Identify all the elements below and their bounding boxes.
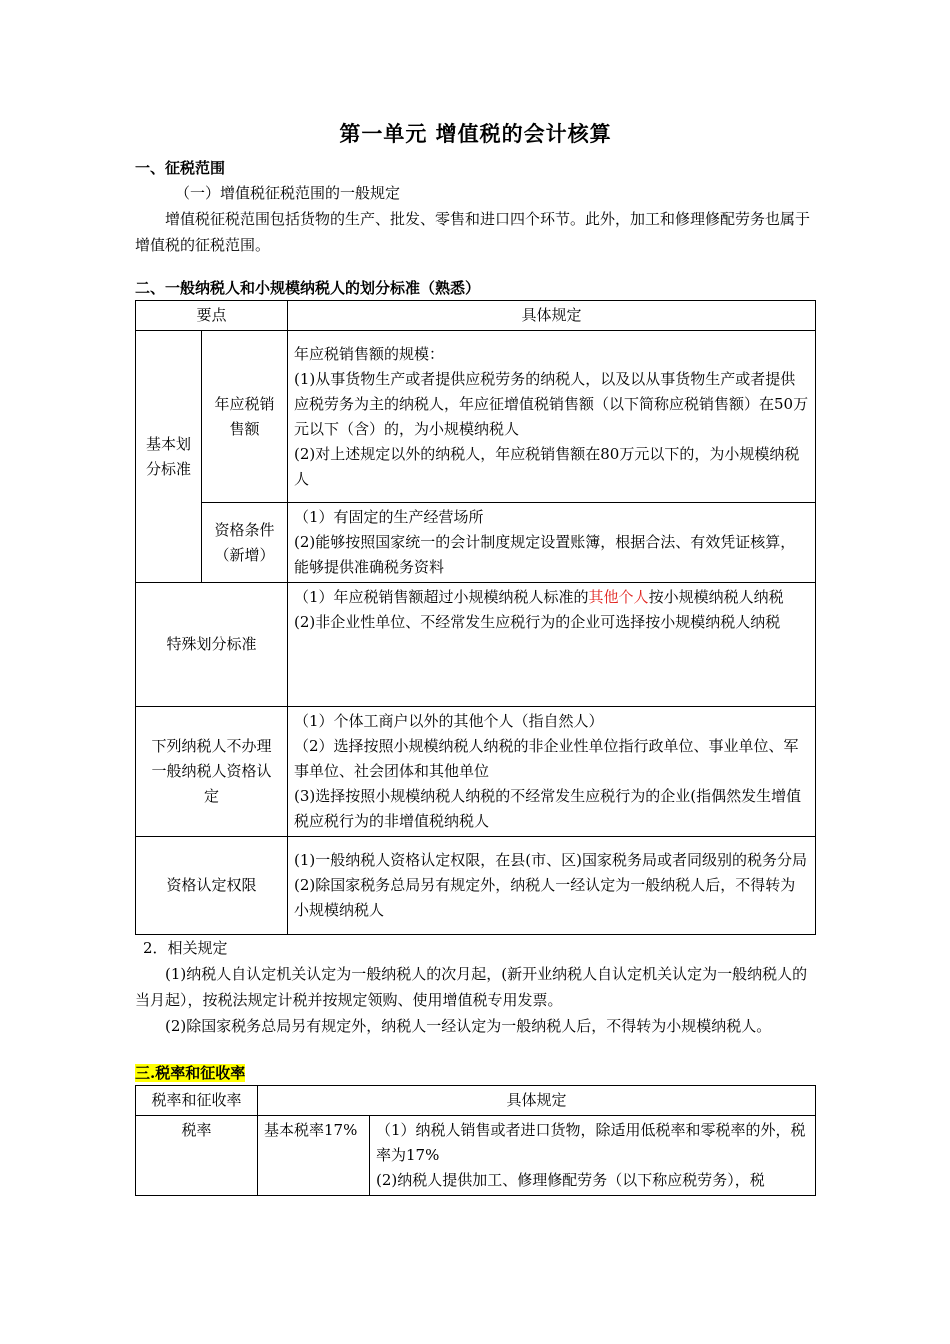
- basic-rate-label: 基本税率17%: [258, 1116, 370, 1196]
- table-row: [136, 503, 816, 583]
- cell-line: (1)从事货物生产或者提供应税劳务的纳税人，以及以从事货物生产或者提供应税劳务为主的纳税人，年应征增值税销售额（以下简称应税销售额）在50万元以下（含）的，为小规模纳税人: [294, 369, 809, 438]
- document-page: [135, 118, 816, 1196]
- authority-label: 资格认定权限: [136, 837, 288, 935]
- header-details: 具体规定: [288, 301, 816, 331]
- basic-criteria-label: 基本划分标准: [136, 331, 202, 583]
- no-certification-label: 下列纳税人不办理一般纳税人资格认定: [136, 707, 288, 837]
- line-text: 按小规模纳税人纳税: [648, 588, 784, 606]
- basic-rate-cell: [370, 1116, 816, 1196]
- cell-line: 年应税销售额的规模：: [294, 344, 445, 363]
- table-header-row: [136, 1086, 816, 1116]
- header-rate: 税率和征收率: [136, 1086, 258, 1116]
- related-paragraph-1: (1)纳税人自认定机关认定为一般纳税人的次月起，(新开业纳税人自认定机关认定为一般纳税人的当月起），按税法规定计税并按规定领购、使用增值税专用发票。: [135, 965, 808, 1009]
- section3-heading: [135, 1061, 816, 1085]
- header-details: 具体规定: [258, 1086, 816, 1116]
- related-heading: 2．相关规定: [143, 939, 228, 957]
- cell-line: （1）有固定的生产经营场所: [294, 508, 484, 526]
- no-certification-cell: [288, 707, 816, 837]
- section1-subheading: （一）增值税征税范围的一般规定: [175, 184, 401, 202]
- annual-sales-cell: [288, 331, 816, 503]
- cell-line: （1）个体工商户以外的其他个人（指自然人）: [294, 712, 604, 730]
- qualification-cell: [288, 503, 816, 583]
- cell-line: (2)能够按照国家统一的会计制度规定设置账簿，根据合法、有效凭证核算，能够提供准确税务资料: [294, 533, 796, 576]
- section1-paragraph: 增值税征税范围包括货物的生产、批发、零售和进口四个环节。此外，加工和修理修配劳务也属于增值税的征税范围。: [135, 210, 811, 254]
- special-criteria-cell: [288, 583, 816, 707]
- cell-line: (2)非企业性单位、不经常发生应税行为的企业可选择按小规模纳税人纳税: [294, 613, 781, 631]
- table-header-row: [136, 301, 816, 331]
- taxpayer-classification-table: [135, 300, 816, 935]
- section1-heading: 一、征税范围: [135, 159, 226, 177]
- table-row: [136, 1116, 816, 1196]
- cell-line: （2）选择按照小规模纳税人纳税的非企业性单位指行政单位、事业单位、军事单位、社会团体和其他单位: [294, 737, 799, 780]
- header-key-points: 要点: [136, 301, 288, 331]
- special-criteria-label: 特殊划分标准: [136, 583, 288, 707]
- rate-label: 税率: [136, 1116, 258, 1196]
- qualification-label: 资格条件（新增）: [202, 503, 288, 583]
- table-row: [136, 837, 816, 935]
- cell-line: (2)对上述规定以外的纳税人，年应税销售额在80万元以下的，为小规模纳税人: [294, 444, 800, 488]
- section3-heading-text: 三.税率和征收率: [135, 1064, 246, 1082]
- cell-line: (2)除国家税务总局另有规定外，纳税人一经认定为一般纳税人后，不得转为小规模纳税人: [294, 876, 796, 919]
- section2-heading: 二、一般纳税人和小规模纳税人的划分标准（熟悉）: [135, 279, 481, 297]
- cell-line: [294, 585, 809, 610]
- annual-sales-label: 年应税销售额: [202, 331, 288, 503]
- cell-line: (2)纳税人提供加工、修理修配劳务（以下称应税劳务），税: [376, 1171, 765, 1189]
- cell-line: （1）纳税人销售或者进口货物，除适用低税率和零税率的外，税率为17%: [376, 1121, 806, 1164]
- table-row: [136, 707, 816, 837]
- highlight-text: 其他个人: [588, 588, 649, 606]
- related-paragraph-2: (2)除国家税务总局另有规定外，纳税人一经认定为一般纳税人后，不得转为小规模纳税人。: [165, 1017, 772, 1035]
- table-row: [136, 331, 816, 503]
- cell-line: (1)一般纳税人资格认定权限，在县(市、区)国家税务局或者同级别的税务分局: [294, 851, 807, 869]
- authority-cell: [288, 837, 816, 935]
- line-text: （1）年应税销售额超过小规模纳税人标准的: [294, 588, 589, 606]
- tax-rate-table: [135, 1085, 816, 1196]
- cell-line: (3)选择按照小规模纳税人纳税的不经常发生应税行为的企业(指偶然发生增值税应税行为的非增值税纳税人: [294, 787, 802, 830]
- table-row: [136, 583, 816, 707]
- page-title: 第一单元 增值税的会计核算: [339, 121, 612, 146]
